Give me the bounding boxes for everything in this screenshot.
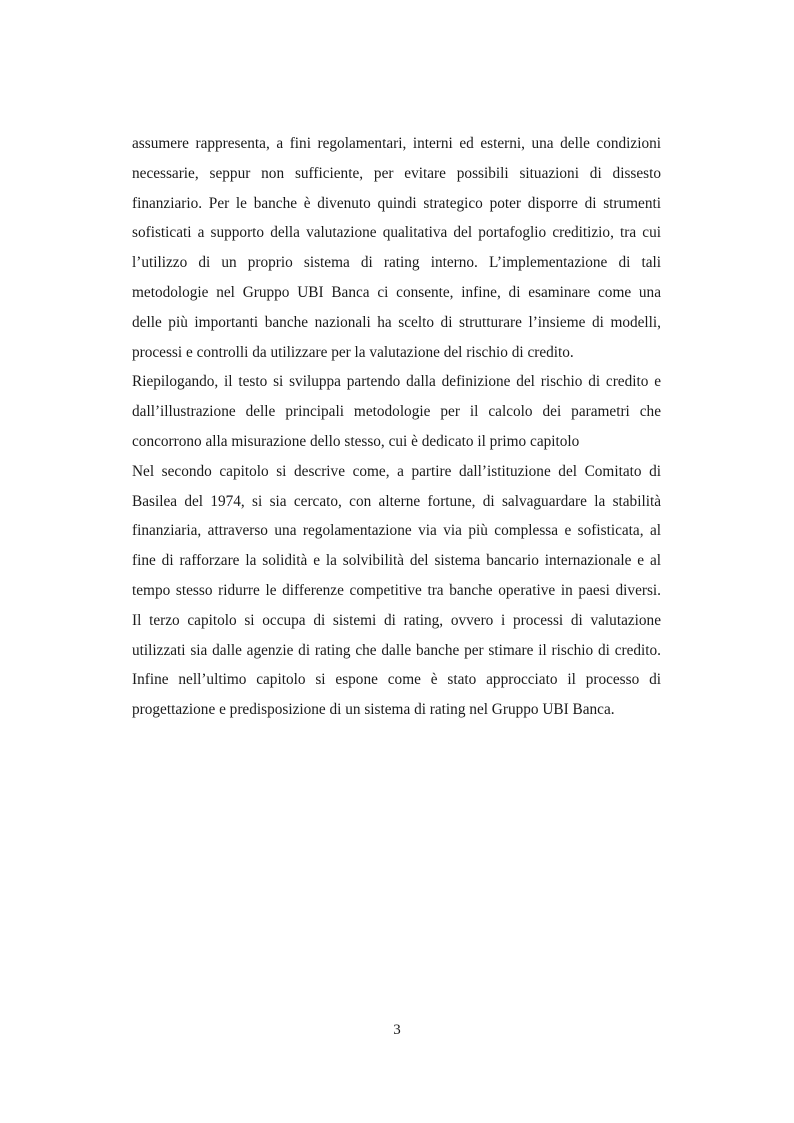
text-line: delle più importanti banche nazionali ha scelto di strutturare l’insieme di modelli, (132, 313, 661, 331)
body-text (132, 129, 661, 725)
text-line: fine di rafforzare la solidità e la solvibilità del sistema bancario internazionale e al (132, 552, 661, 570)
text-line: tempo stesso ridurre le differenze competitive tra banche operative in paesi diversi. (132, 581, 661, 599)
text-line: Nel secondo capitolo si descrive come, a partire dall’istituzione del Comitato di (132, 462, 661, 480)
text-line: Il terzo capitolo si occupa di sistemi di rating, ovvero i processi di valutazione (132, 611, 661, 629)
text-line: dall’illustrazione delle principali metodologie per il calcolo dei parametri che (132, 403, 661, 421)
text-line: finanziaria, attraverso una regolamentazione via via più complessa e sofisticata, al (132, 522, 661, 540)
text-line: finanziario. Per le banche è divenuto quindi strategico poter disporre di strumenti (132, 194, 661, 212)
text-line: Basilea del 1974, si sia cercato, con alterne fortune, di salvaguardare la stabilità (132, 492, 661, 510)
text-line: Infine nell’ultimo capitolo si espone come è stato approcciato il processo di (132, 671, 661, 689)
text-line: utilizzati sia dalle agenzie di rating che dalle banche per stimare il rischio di credito. (132, 641, 661, 659)
text-line: sofisticati a supporto della valutazione qualitativa del portafoglio creditizio, tra cui (132, 224, 661, 242)
text-line: necessarie, seppur non sufficiente, per evitare possibili situazioni di dissesto (132, 164, 661, 182)
text-line: assumere rappresenta, a fini regolamentari, interni ed esterni, una delle condizioni (132, 135, 661, 152)
page-number: 3 (393, 1022, 401, 1038)
text-line: metodologie nel Gruppo UBI Banca ci consente, infine, di esaminare come una (132, 283, 661, 301)
text-line: Riepilogando, il testo si sviluppa partendo dalla definizione del rischio di credito e (132, 373, 661, 391)
text-line: processi e controlli da utilizzare per la valutazione del rischio di credito. (132, 343, 574, 361)
text-line: progettazione e predisposizione di un sistema di rating nel Gruppo UBI Banca. (132, 701, 615, 719)
text-line: l’utilizzo di un proprio sistema di rating interno. L’implementazione di tali (132, 254, 661, 272)
text-line: concorrono alla misurazione dello stesso, cui è dedicato il primo capitolo (132, 432, 580, 450)
